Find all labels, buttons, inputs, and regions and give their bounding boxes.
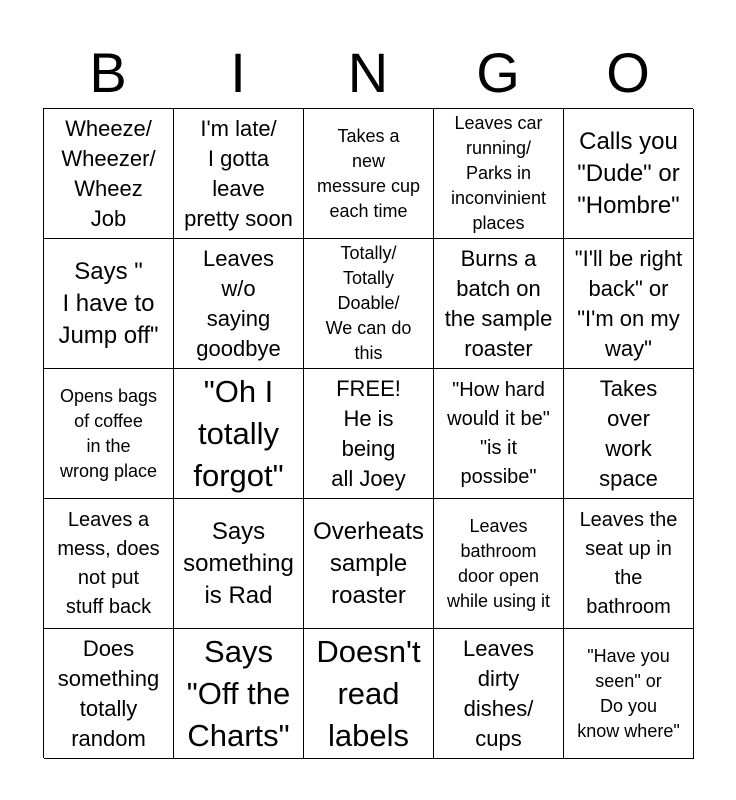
bingo-cell-r4c5[interactable]: Leaves the seat up in the bathroom [564,499,694,629]
bingo-cell-r5c4[interactable]: Leaves dirty dishes/ cups [434,629,564,759]
bingo-cell-r3c5[interactable]: Takes over work space [564,369,694,499]
header-letter-n: N [347,41,389,104]
bingo-card-grid [43,108,693,758]
bingo-cell-r4c3[interactable]: Overheats sample roaster [304,499,434,629]
bingo-cell-r2c4[interactable]: Burns a batch on the sample roaster [434,239,564,369]
bingo-cell-r5c3[interactable]: Doesn't read labels [304,629,434,759]
bingo-cell-r4c1[interactable]: Leaves a mess, does not put stuff back [44,499,174,629]
bingo-cell-r3c3[interactable]: FREE! He is being all Joey [304,369,434,499]
bingo-cell-r1c2[interactable]: I'm late/ I gotta leave pretty soon [174,109,304,239]
bingo-cell-r4c2[interactable]: Says something is Rad [174,499,304,629]
bingo-cell-r5c1[interactable]: Does something totally random [44,629,174,759]
bingo-cell-r3c2[interactable]: "Oh I totally forgot" [174,369,304,499]
bingo-cell-r2c3[interactable]: Totally/ Totally Doable/ We can do this [304,239,434,369]
header-letter-g: G [476,41,520,104]
bingo-header [43,40,693,106]
header-letter-i: I [230,41,246,104]
bingo-cell-r1c4[interactable]: Leaves car running/ Parks in inconvinient places [434,109,564,239]
header-letter-o: O [606,41,650,104]
bingo-cell-r3c4[interactable]: "How hard would it be" "is it possibe" [434,369,564,499]
bingo-cell-r4c4[interactable]: Leaves bathroom door open while using it [434,499,564,629]
bingo-cell-r2c5[interactable]: "I'll be right back" or "I'm on my way" [564,239,694,369]
bingo-cell-r2c2[interactable]: Leaves w/o saying goodbye [174,239,304,369]
bingo-cell-r5c2[interactable]: Says "Off the Charts" [174,629,304,759]
bingo-cell-r2c1[interactable]: Says " I have to Jump off" [44,239,174,369]
bingo-cell-r1c5[interactable]: Calls you "Dude" or "Hombre" [564,109,694,239]
bingo-cell-r1c1[interactable]: Wheeze/ Wheezer/ Wheez Job [44,109,174,239]
bingo-cell-r3c1[interactable]: Opens bags of coffee in the wrong place [44,369,174,499]
header-letter-b: B [89,41,127,104]
bingo-cell-r1c3[interactable]: Takes a new messure cup each time [304,109,434,239]
bingo-cell-r5c5[interactable]: "Have you seen" or Do you know where" [564,629,694,759]
